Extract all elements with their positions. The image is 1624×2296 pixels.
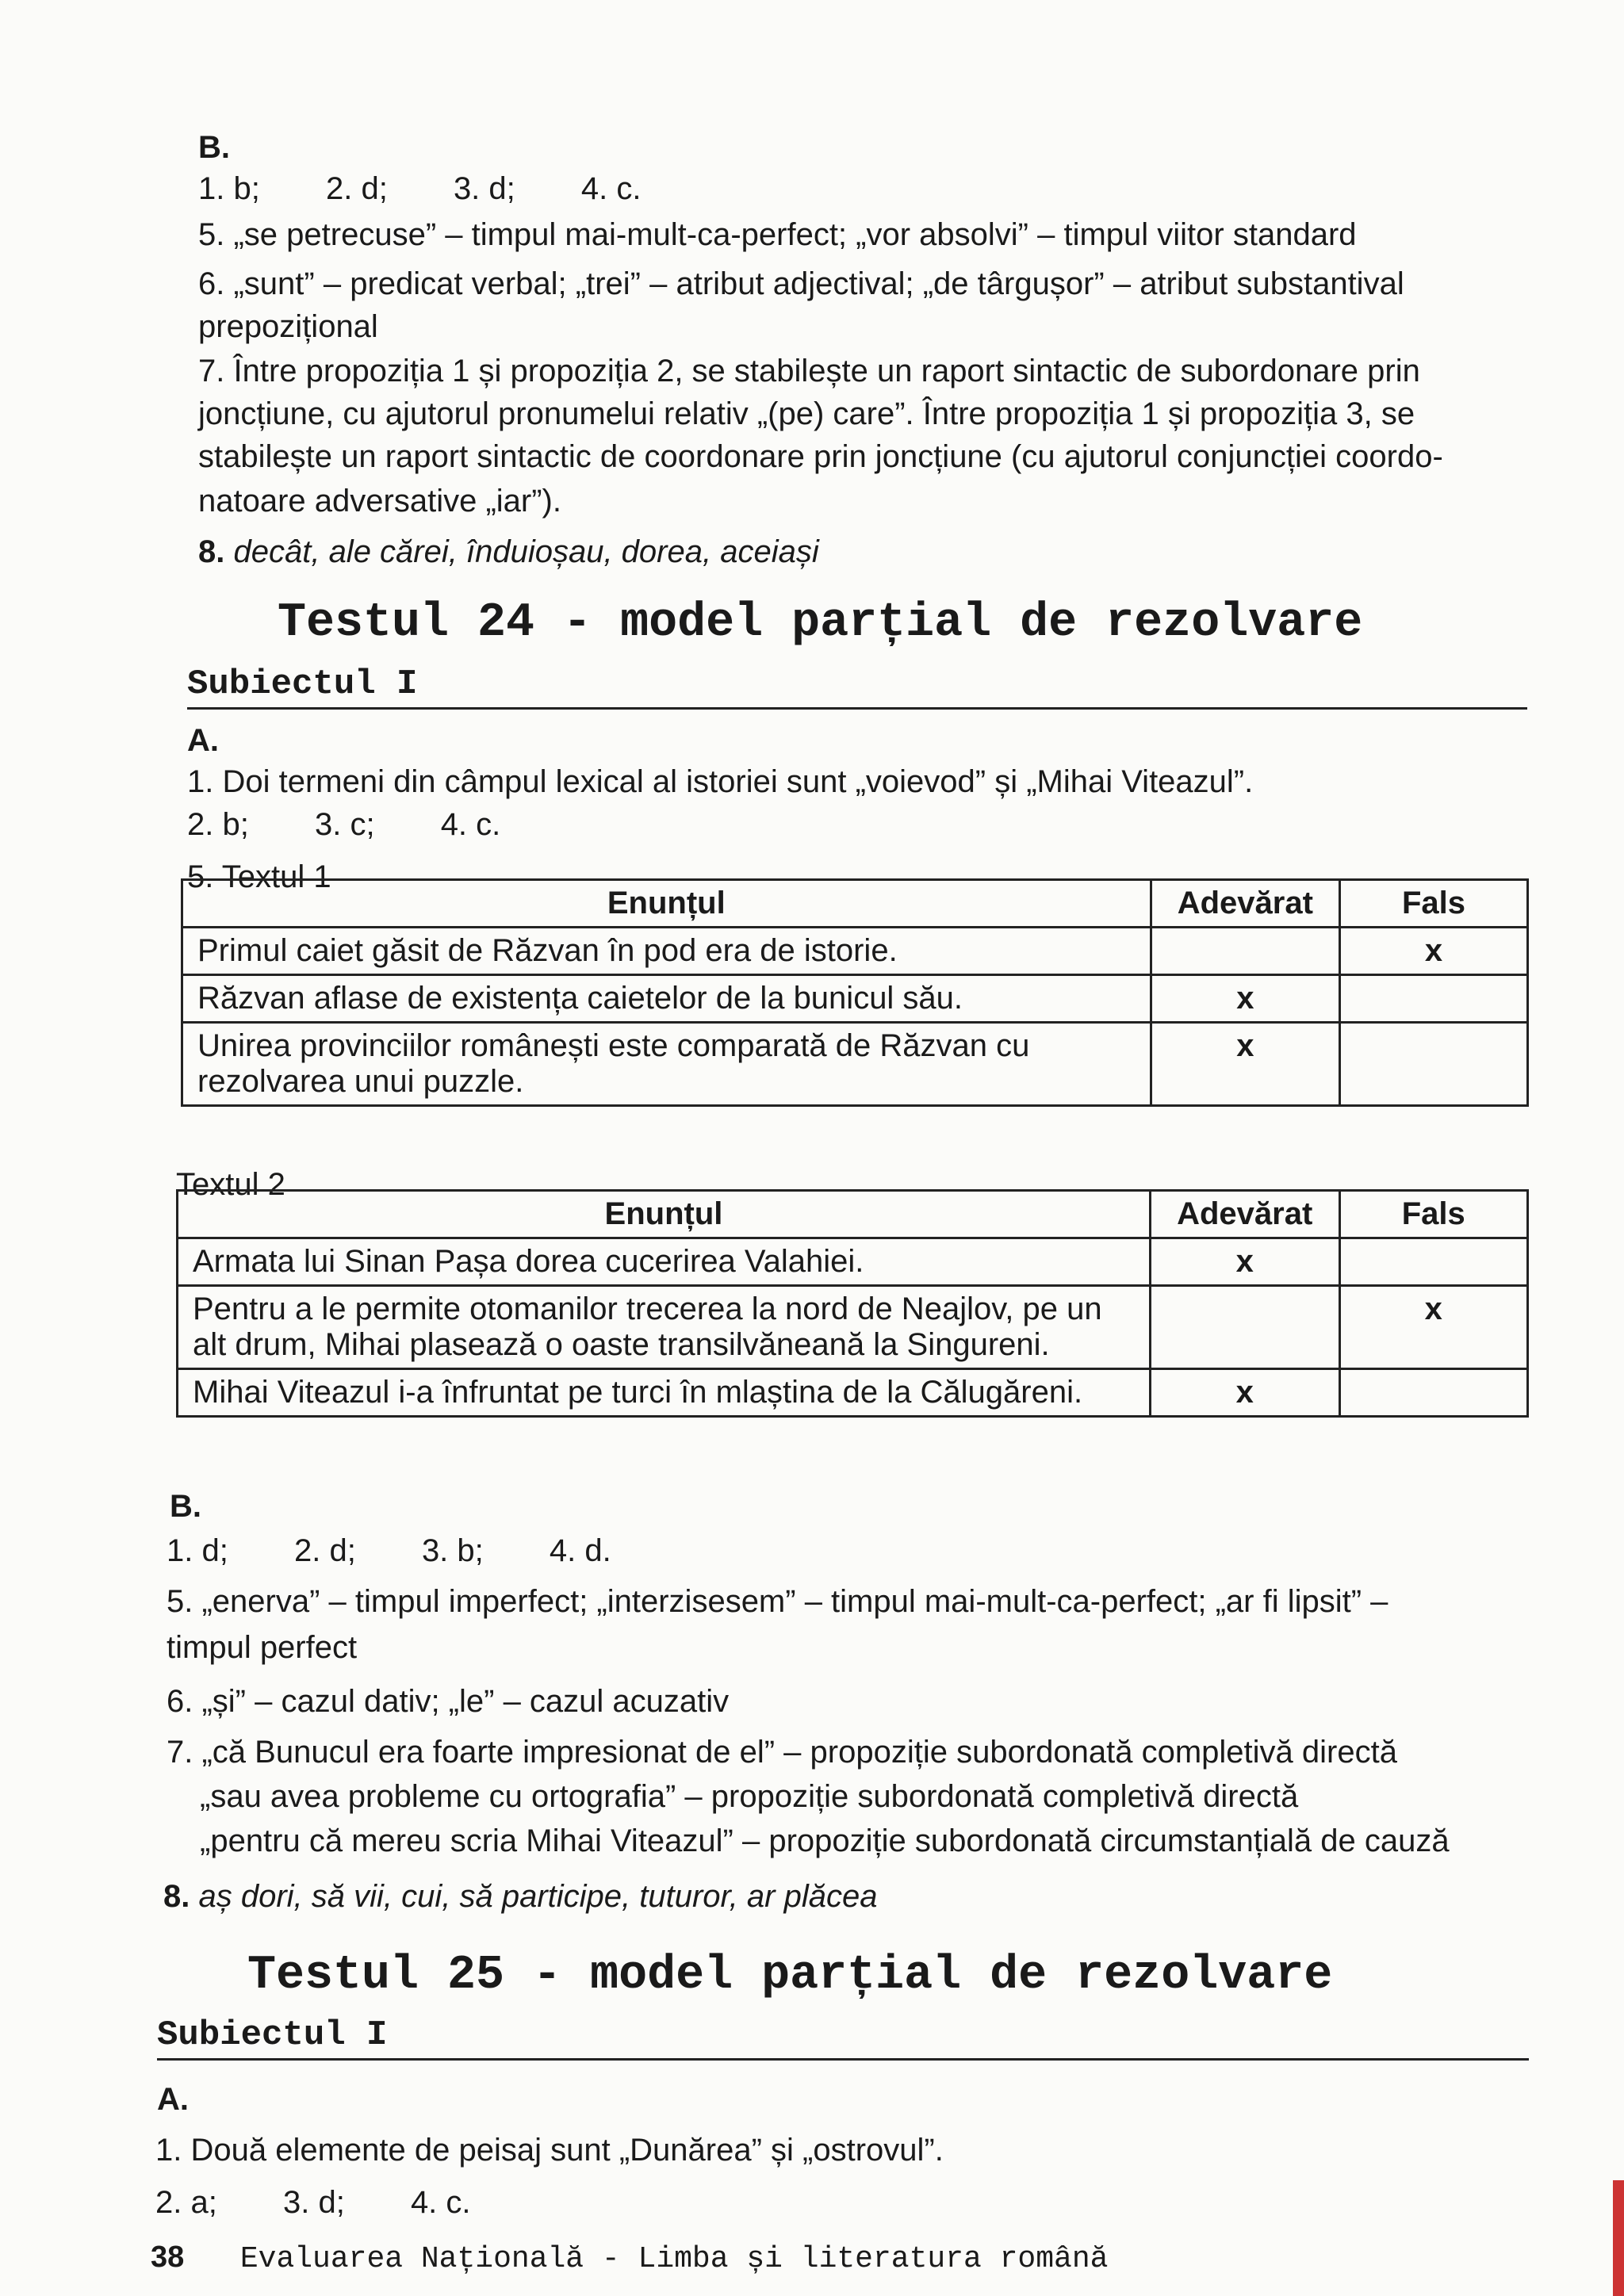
true-cell: x bbox=[1151, 1023, 1340, 1106]
page-number: 38 bbox=[151, 2241, 185, 2274]
item-1: 1. Două elemente de peisaj sunt „Dunărea” și „ostrovul”. bbox=[155, 2133, 944, 2168]
item-5: 5. „se petrecuse” – timpul mai-mult-ca-perfect; „vor absolvi” – timpul viitor standard bbox=[198, 217, 1357, 252]
test-25-subject: Subiectul I bbox=[157, 2015, 388, 2055]
item-7-line: 7. „că Bunucul era foarte impresionat de el” – propoziție subordonată completivă directă bbox=[167, 1735, 1397, 1770]
table-row bbox=[182, 975, 1528, 1023]
book-title: Evaluarea Națională - Limba și literatura română bbox=[239, 2242, 1109, 2276]
answer-row bbox=[187, 802, 557, 847]
item-8-answer: aș dori, să vii, cui, să participe, tuturor, ar plăcea bbox=[198, 1879, 878, 1914]
column-header: Fals bbox=[1340, 880, 1528, 928]
true-cell: x bbox=[1150, 1369, 1339, 1417]
text-1-label: 5. Textul 1 bbox=[187, 859, 331, 894]
table-row bbox=[182, 1023, 1528, 1106]
table-row bbox=[178, 1286, 1528, 1369]
column-header: Enunțul bbox=[182, 880, 1151, 928]
subject-underline bbox=[187, 707, 1527, 710]
item-7-line: natoare adversative „iar”). bbox=[198, 484, 561, 519]
item-8 bbox=[198, 530, 819, 574]
answer-item: 2. d; bbox=[325, 171, 388, 206]
column-header: Adevărat bbox=[1150, 1191, 1339, 1238]
answer-item: 4. c. bbox=[580, 171, 642, 206]
answer-item: 2. b; bbox=[187, 807, 249, 842]
statement-cell: Mihai Viteazul i-a înfruntat pe turci în mlaștina de la Călugăreni. bbox=[178, 1369, 1151, 1417]
answer-item: 3. b; bbox=[421, 1533, 484, 1568]
statement-cell: Armata lui Sinan Pașa dorea cucerirea Valahiei. bbox=[178, 1238, 1151, 1286]
answer-item: 1. d; bbox=[167, 1533, 228, 1568]
statement-cell: Unirea provinciilor românești este comparată de Răzvan cu rezolvarea unui puzzle. bbox=[182, 1023, 1151, 1106]
answer-item: 2. d; bbox=[293, 1533, 356, 1568]
item-5: 5. „enerva” – timpul imperfect; „interzisesem” – timpul mai-mult-ca-perfect; „ar fi lipsit” – bbox=[167, 1584, 1388, 1619]
page-footer bbox=[151, 2241, 1108, 2276]
false-cell: x bbox=[1340, 928, 1528, 975]
answer-item: 3. c; bbox=[314, 807, 375, 842]
item-7-line: stabilește un raport sintactic de coordonare prin joncțiune (cu ajutorul conjuncției coordo- bbox=[198, 439, 1443, 474]
answer-row bbox=[198, 166, 699, 211]
column-header: Adevărat bbox=[1151, 880, 1340, 928]
item-6-cont: prepozițional bbox=[198, 309, 378, 344]
test-24-title: Testul 24 - model parțial de rezolvare bbox=[278, 596, 1363, 650]
table-header-row bbox=[178, 1191, 1528, 1238]
item-8-answer: decât, ale cărei, înduioșau, dorea, aceiași bbox=[233, 534, 819, 569]
section-a-label: A. bbox=[157, 2082, 189, 2117]
section-a-label: A. bbox=[187, 723, 219, 758]
answer-item: 3. d; bbox=[453, 171, 515, 206]
item-8 bbox=[163, 1874, 877, 1919]
item-6: 6. „și” – cazul dativ; „le” – cazul acuzativ bbox=[167, 1684, 730, 1719]
table-row bbox=[182, 928, 1528, 975]
statement-cell: Răzvan aflase de existența caietelor de la bunicul său. bbox=[182, 975, 1151, 1023]
item-5-cont: timpul perfect bbox=[167, 1630, 358, 1665]
answer-item: 1. b; bbox=[198, 171, 260, 206]
item-1: 1. Doi termeni din câmpul lexical al istoriei sunt „voievod” și „Mihai Viteazul”. bbox=[187, 764, 1254, 799]
item-number: 8. bbox=[163, 1879, 190, 1914]
item-7-line: 7. Între propoziția 1 și propoziția 2, se stabilește un raport sintactic de subordonare prin bbox=[198, 354, 1420, 388]
true-cell bbox=[1150, 1286, 1339, 1369]
column-header: Fals bbox=[1339, 1191, 1527, 1238]
false-cell: x bbox=[1339, 1286, 1527, 1369]
text-2-label: Textul 2 bbox=[176, 1167, 285, 1202]
test-25-title: Testul 25 - model parțial de rezolvare bbox=[247, 1949, 1333, 2003]
section-b-label: B. bbox=[170, 1489, 201, 1524]
subject-underline bbox=[157, 2058, 1529, 2061]
item-7-line: joncțiune, cu ajutorul pronumelui relativ „(pe) care”. Între propoziția 1 și propoziția 3, se bbox=[198, 396, 1415, 431]
false-cell bbox=[1339, 1369, 1527, 1417]
answer-item: 4. c. bbox=[440, 807, 501, 842]
true-cell bbox=[1151, 928, 1340, 975]
true-cell: x bbox=[1150, 1238, 1339, 1286]
answer-item: 4. c. bbox=[410, 2185, 471, 2220]
test-24-subject: Subiectul I bbox=[187, 664, 418, 704]
statement-cell: Primul caiet găsit de Răzvan în pod era de istorie. bbox=[182, 928, 1151, 975]
false-cell bbox=[1339, 1238, 1527, 1286]
answer-item: 3. d; bbox=[282, 2185, 345, 2220]
true-false-table-1 bbox=[181, 878, 1529, 1107]
statement-cell: Pentru a le permite otomanilor trecerea la nord de Neajlov, pe un alt drum, Mihai plasează o oaste transilvăneană la Singureni. bbox=[178, 1286, 1151, 1369]
table-header-row bbox=[182, 880, 1528, 928]
page-edge-mark bbox=[1613, 2180, 1624, 2296]
column-header: Enunțul bbox=[178, 1191, 1151, 1238]
item-7-line: „pentru că mereu scria Mihai Viteazul” – propoziție subordonată circumstanțială de cauză bbox=[200, 1823, 1450, 1858]
false-cell bbox=[1340, 975, 1528, 1023]
item-7-line: „sau avea probleme cu ortografia” – propoziție subordonată completivă directă bbox=[200, 1779, 1299, 1814]
answer-row bbox=[155, 2180, 528, 2225]
table-row bbox=[178, 1238, 1528, 1286]
item-number: 8. bbox=[198, 534, 225, 569]
item-6: 6. „sunt” – predicat verbal; „trei” – atribut adjectival; „de târgușor” – atribut substantival bbox=[198, 266, 1404, 301]
true-false-table-2 bbox=[176, 1189, 1529, 1418]
section-b-label: B. bbox=[198, 130, 230, 165]
answer-row bbox=[167, 1529, 668, 1573]
false-cell bbox=[1340, 1023, 1528, 1106]
answer-item: 2. a; bbox=[155, 2185, 217, 2220]
answer-item: 4. d. bbox=[549, 1533, 611, 1568]
table-row bbox=[178, 1369, 1528, 1417]
true-cell: x bbox=[1151, 975, 1340, 1023]
